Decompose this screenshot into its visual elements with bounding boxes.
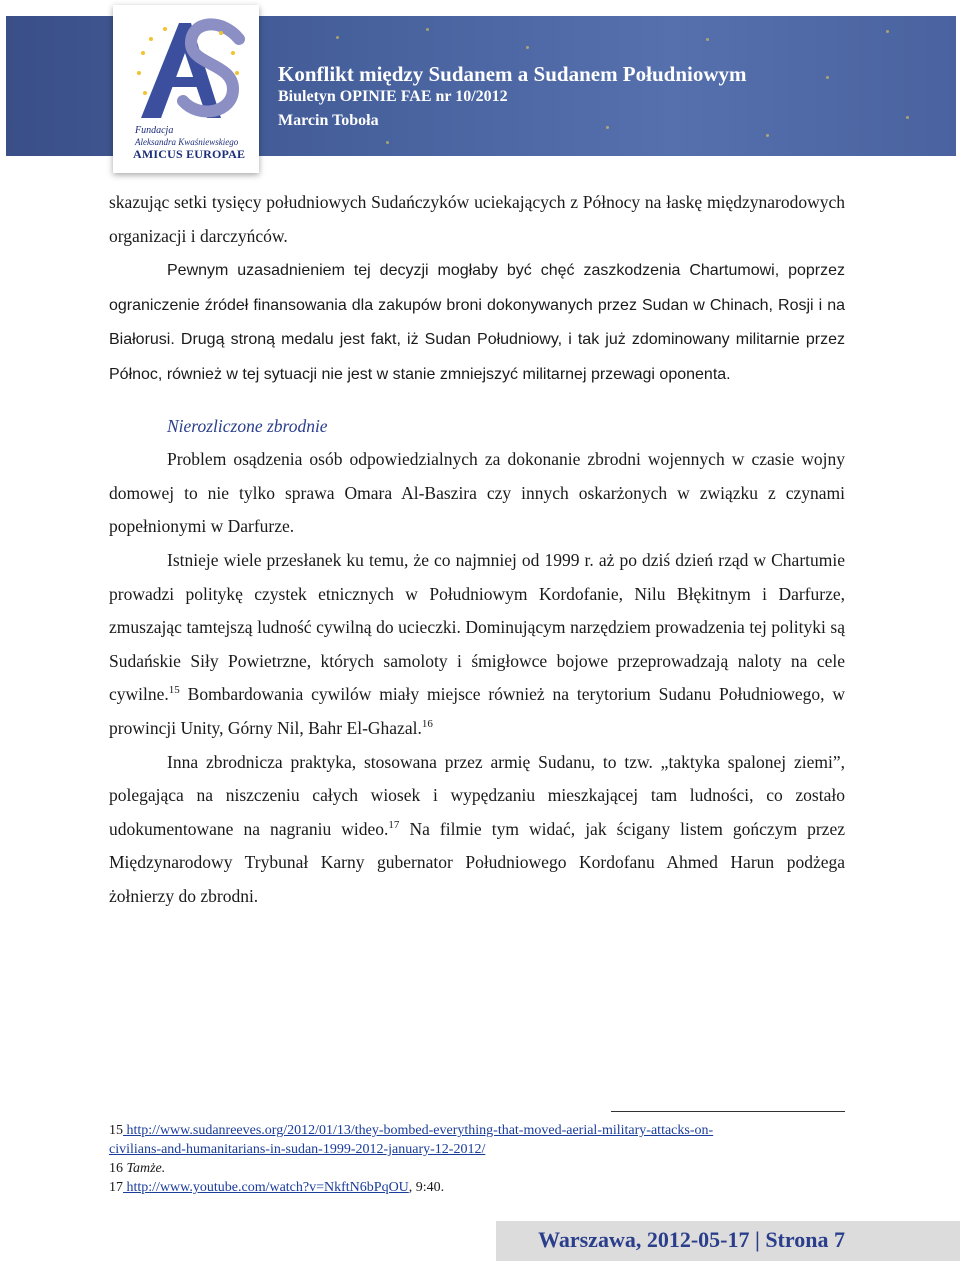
logo-line-amicus: AMICUS EUROPAE [133, 147, 246, 161]
footnote-separator [611, 1111, 845, 1112]
logo-line-foundation: Fundacja [135, 125, 174, 136]
footnote-15-link[interactable]: http://www.sudanreeves.org/2012/01/13/they-bombed-everything-that-moved-aerial-military-attacks-on- [123, 1123, 714, 1138]
paragraph-3: Problem osądzenia osób odpowiedzialnych za dokonanie zbrodni wojennych w czasie wojny domowej to nie tylko sprawa Omara Al-Baszira czy innych oskarżonych w związku z czynami popełnionymi w Darfurze. [109, 449, 845, 537]
paragraph-2-part-a: Pewnym uzasadnieniem tej decyzji mogłaby być chęć zaszkodzenia Chartumowi, poprzez ograniczenie źródeł finansowania dla zakupów broni dokonywanych przez Sudan w Chinach, Rosji i na Białorusi. [109, 262, 845, 349]
article-body [109, 186, 845, 913]
paragraph-4: Istnieje wiele przesłanek ku temu, że co najmniej od 1999 r. aż po dziś dzień rząd w Chartumie prowadzi politykę czystek etnicznych w Południowym Kordofanie, Nilu Błękitnym i Darfurze, zmuszając tamtejszą ludność cywilną do ucieczki. Dominującym narzędziem prowadzenia tej polityki są Sudańskie Siły Powietrzne, których samoloty i śmigłowce bojowe przeprowadzają naloty na cele cywilne.$^{15}$ Bombardowania cywilów miały miejsce również na terytorium Sudanu Południowego, w prowincji Unity, Górny Nil, Bahr El-Ghazal.$^{16}$ [109, 549, 845, 738]
document-title: Konflikt między Sudanem a Sudanem Południowym [278, 62, 747, 86]
bulletin-subtitle: Biuletyn OPINIE FAE nr 10/2012 [278, 88, 508, 105]
footnote-ref-17[interactable]: 17 [388, 818, 400, 831]
foundation-logo [113, 5, 259, 173]
logo-line-name: Aleksandra Kwaśniewskiego [135, 137, 239, 147]
paragraph-2-part-b: Drugą stroną medalu jest fakt, iż Sudan Południowy, i tak już zdominowany militarnie przez Północ, również w tej sytuacji nie jest w stanie zmniejszyć militarnej przewagi oponenta. [109, 331, 845, 383]
footnote-17: 17 http://www.youtube.com/watch?v=NkftN6bPqOU, 9:40. [109, 1180, 445, 1195]
amicus-europae-logo-icon [121, 13, 251, 125]
footer-date-page: Warszawa, 2012-05-17 | Strona 7 [538, 1227, 845, 1252]
paragraph-5: Inna zbrodnicza praktyka, stosowana przez armię Sudanu, to tzw. „taktyka spalonej ziemi”, polegająca na niszczeniu całych wiosek i wypędzaniu mieszkającej tam ludności, co zostało udokumentowane na nagraniu wideo.$^{17}$ Na filmie tym widać, jak ścigany listem gończym przez Międzynarodowy Trybunał Karny gubernator Południowego Kordofanu Ahmed Harun podżega żołnierzy do zbrodni. [109, 751, 845, 906]
author-name: Marcin Toboła [278, 112, 379, 129]
section-heading: Nierozliczone zbrodnie [167, 415, 328, 436]
paragraph-2 [109, 253, 845, 391]
footnote-16: 16 Tamże. [109, 1161, 166, 1176]
footnote-ref-15[interactable]: 15 [168, 684, 180, 697]
footnote-17-link[interactable]: http://www.youtube.com/watch?v=NkftN6bPqOU [123, 1180, 409, 1195]
paragraph-1: skazując setki tysięcy południowych Sudańczyków uciekających z Północy na łaskę międzynarodowych organizacji i darczyńców. [109, 192, 845, 246]
footnote-15-link-cont[interactable]: civilians-and-humanitarians-in-sudan-1999-2012-january-12-2012/ [109, 1142, 486, 1157]
footnote-15: 15 http://www.sudanreeves.org/2012/01/13/they-bombed-everything-that-moved-aerial-military-attacks-on- [109, 1123, 714, 1138]
footnote-15-cont [109, 1140, 849, 1159]
footnote-ref-16[interactable]: 16 [421, 718, 433, 731]
footnotes [109, 1121, 849, 1197]
